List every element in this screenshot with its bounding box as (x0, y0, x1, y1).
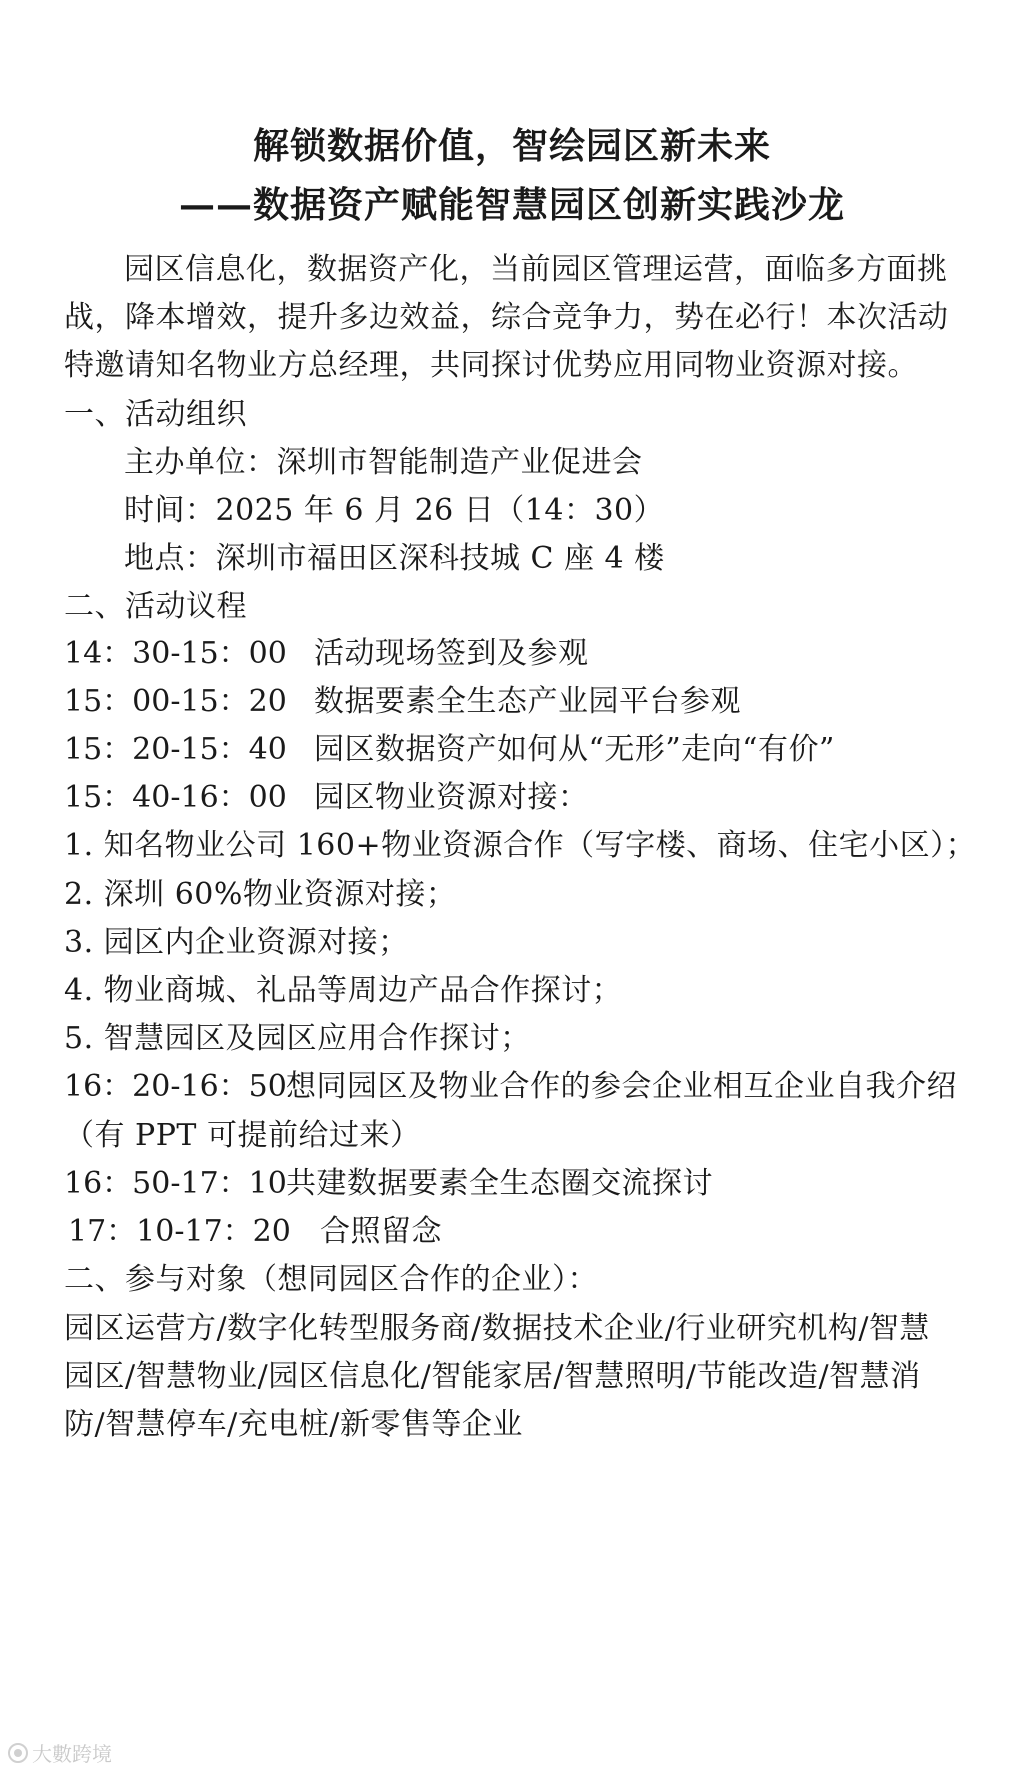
list-item: 2. 深圳 60%物业资源对接； (64, 877, 457, 912)
agenda-note: （有 PPT 可提前给过来） (64, 1118, 421, 1153)
agenda-activity: 园区数据资产如何从“无形”走向“有价” (314, 732, 835, 767)
intro-paragraph-line-3: 特邀请知名物业方总经理，共同探讨优势应用同物业资源对接。 (64, 348, 918, 383)
agenda-time: 16：50-17：10 (64, 1166, 287, 1201)
agenda-time: 15：00-15：20 (64, 684, 287, 719)
list-item: 4. 物业商城、礼品等周边产品合作探讨； (64, 973, 623, 1008)
watermark-text: 大數跨境 (32, 1742, 112, 1766)
agenda-activity: 数据要素全生态产业园平台参观 (314, 684, 741, 719)
intro-paragraph-line-1: 园区信息化，数据资产化，当前园区管理运营，面临多方面挑 (124, 252, 948, 287)
list-item: 3. 园区内企业资源对接； (64, 925, 409, 960)
section-heading-agenda: 二、活动议程 (64, 589, 247, 624)
watermark-logo-icon (8, 1743, 28, 1763)
agenda-time: 15：40-16：00 (64, 780, 287, 815)
agenda-time: 14：30-15：00 (64, 636, 287, 671)
section-heading-organization: 一、活动组织 (64, 397, 247, 432)
list-item: 1. 知名物业公司 160+物业资源合作（写字楼、商场、住宅小区）； (64, 828, 977, 863)
page-subtitle: ——数据资产赋能智慧园区创新实践沙龙 (178, 184, 845, 226)
page-title: 解锁数据价值，智绘园区新未来 (252, 125, 771, 167)
event-place-line: 地点：深圳市福田区深科技城 C 座 4 楼 (124, 541, 665, 576)
agenda-time: 17：10-17：20 (68, 1214, 291, 1249)
watermark (8, 1738, 112, 1767)
agenda-activity: 园区物业资源对接： (314, 780, 589, 815)
participants-line-1: 园区运营方/数字化转型服务商/数据技术企业/行业研究机构/智慧 (64, 1311, 930, 1346)
intro-paragraph-line-2: 战，降本增效，提升多边效益，综合竞争力，势在必行！本次活动 (64, 300, 949, 335)
section-heading-participants: 二、参与对象（想同园区合作的企业）： (64, 1262, 598, 1297)
agenda-time: 15：20-15：40 (64, 732, 287, 767)
participants-line-2: 园区/智慧物业/园区信息化/智能家居/智慧照明/节能改造/智慧消 (64, 1359, 921, 1394)
organizer-line: 主办单位：深圳市智能制造产业促进会 (124, 445, 643, 480)
agenda-activity: 活动现场签到及参观 (314, 636, 589, 671)
list-item: 5. 智慧园区及园区应用合作探讨； (64, 1021, 531, 1056)
agenda-time: 16：20-16：50 (64, 1069, 287, 1104)
participants-line-3: 防/智慧停车/充电桩/新零售等企业 (64, 1407, 523, 1442)
event-time-line: 时间：2025 年 6 月 26 日（14：30） (124, 493, 665, 528)
agenda-activity: 合照留念 (320, 1214, 442, 1249)
agenda-activity: 共建数据要素全生态圈交流探讨 (286, 1166, 713, 1201)
agenda-activity: 想同园区及物业合作的参会企业相互企业自我介绍 (286, 1069, 957, 1104)
